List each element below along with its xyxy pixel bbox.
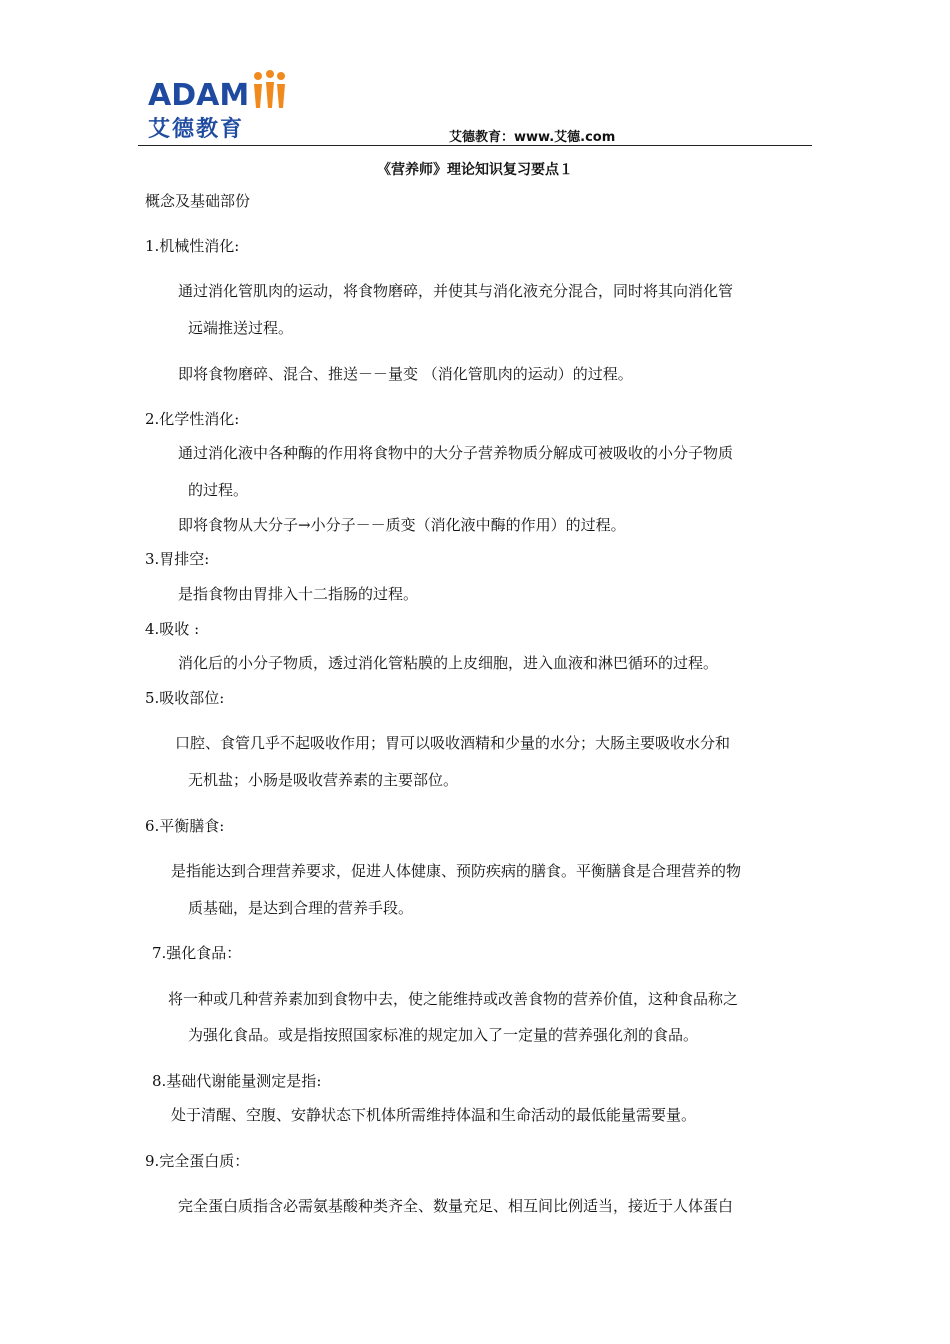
- company-logo: [140, 70, 290, 142]
- paragraph-line: 即将食物磨碎、混合、推送－－量变 （消化管肌肉的运动）的过程。: [178, 365, 633, 383]
- header-divider: [138, 145, 812, 146]
- item-heading: 4.吸收 :: [145, 620, 200, 638]
- paragraph-line: 口腔、食管几乎不起吸收作用；胃可以吸收酒精和少量的水分；大肠主要吸收水分和: [175, 734, 731, 752]
- paragraph-line: 为强化食品。或是指按照国家标准的规定加入了一定量的营养强化剂的食品。: [188, 1026, 699, 1044]
- paragraph-line: 完全蛋白质指含必需氨基酸种类齐全、数量充足、相互间比例适当，接近于人体蛋白: [178, 1197, 734, 1215]
- item-heading: 2.化学性消化:: [145, 410, 240, 428]
- paragraph-line: 无机盐；小肠是吸收营养素的主要部位。: [188, 771, 459, 789]
- item-heading: 1.机械性消化:: [145, 237, 240, 255]
- header-site-text: 艾德教育：www.艾德.com: [449, 130, 616, 145]
- paragraph-line: 通过消化液中各种酶的作用将食物中的大分子营养物质分解成可被吸收的小分子物质: [178, 444, 734, 462]
- item-heading: 8.基础代谢能量测定是指:: [152, 1072, 322, 1090]
- paragraph-line: 是指能达到合理营养要求，促进人体健康、预防疾病的膳食。平衡膳食是合理营养的物: [171, 862, 742, 880]
- paragraph-line: 即将食物从大分子→小分子－－质变（消化液中酶的作用）的过程。: [178, 516, 626, 534]
- item-heading: 7.强化食品：: [152, 944, 242, 962]
- item-heading: 6.平衡膳食:: [145, 817, 225, 835]
- item-heading: 3.胃排空:: [145, 550, 210, 568]
- paragraph-line: 的过程。: [188, 481, 249, 499]
- paragraph-line: 将一种或几种营养素加到食物中去，使之能维持或改善食物的营养价值，这种食品称之: [168, 990, 739, 1008]
- section-title: 概念及基础部份: [145, 192, 251, 210]
- paragraph-line: 处于清醒、空腹、安静状态下机体所需维持体温和生命活动的最低能量需要量。: [171, 1106, 697, 1124]
- logo-wordmark: ADAM: [148, 78, 250, 113]
- paragraph-line: 消化后的小分子物质，透过消化管粘膜的上皮细胞，进入血液和淋巴循环的过程。: [178, 654, 719, 672]
- document-title: 《营养师》理论知识复习要点１: [377, 162, 573, 178]
- logo-chinese-name: 艾德教育: [148, 117, 245, 142]
- people-figures-icon: [250, 70, 286, 110]
- item-heading: 9.完全蛋白质：: [145, 1152, 250, 1170]
- paragraph-line: 是指食物由胃排入十二指肠的过程。: [178, 585, 419, 603]
- paragraph-line: 质基础，是达到合理的营养手段。: [188, 899, 414, 917]
- paragraph-line: 通过消化管肌肉的运动，将食物磨碎，并使其与消化液充分混合，同时将其向消化管: [178, 282, 734, 300]
- paragraph-line: 远端推送过程。: [188, 319, 294, 337]
- item-heading: 5.吸收部位:: [145, 689, 225, 707]
